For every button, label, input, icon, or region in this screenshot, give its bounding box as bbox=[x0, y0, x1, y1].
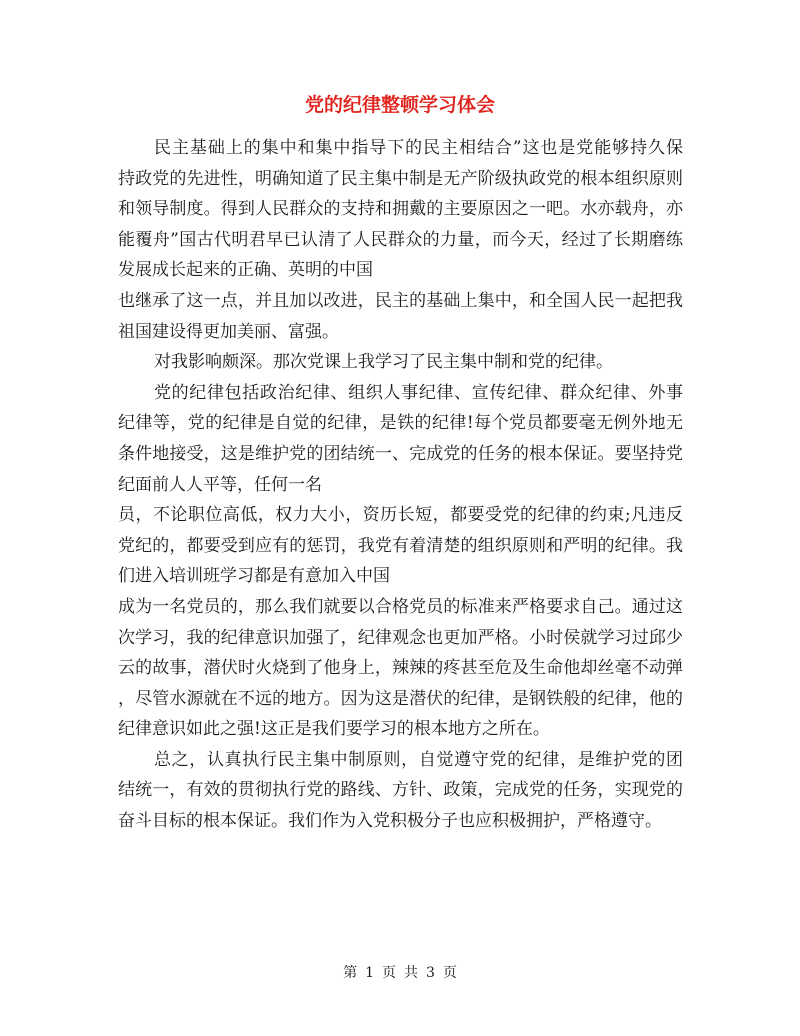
text-line: 们进入培训班学习都是有意加入中国 bbox=[118, 566, 390, 587]
total-pages-number: 3 bbox=[426, 965, 435, 981]
text-line: 纪面前人人平等，任何一名 bbox=[118, 474, 322, 495]
text-line: 党的纪律包括政治纪律、组织人事纪律、宣传纪律、群众纪律、外事 bbox=[154, 382, 683, 403]
text-line: 党纪的，都要受到应有的惩罚，我党有着清楚的组织原则和严明的纪律。我 bbox=[118, 535, 683, 556]
text-line: 云的故事，潜伏时火烧到了他身上，辣辣的疼甚至危及生命他却丝毫不动弹 bbox=[118, 658, 683, 679]
page-prefix: 第 bbox=[343, 965, 358, 981]
text-line: 发展成长起来的正确、英明的中国 bbox=[118, 260, 373, 281]
text-line: 成为一名党员的，那么我们就要以合格党员的标准来严格要求自己。通过这 bbox=[118, 596, 683, 617]
page-title: 党的纪律整顿学习体会 bbox=[304, 94, 495, 116]
text-line: 民主基础上的集中和集中指导下的民主相结合”这也是党能够持久保 bbox=[154, 138, 683, 158]
text-line: 条件地接受，这是维护党的团结统一、完成党的任务的根本保证。要坚持党 bbox=[118, 443, 683, 464]
text-line: 祖国建设得更加美丽、富强。 bbox=[118, 321, 339, 342]
text-line: 员，不论职位高低，权力大小，资历长短，都要受党的纪律的约束;凡违反 bbox=[118, 505, 683, 526]
text-line: 能覆舟”国古代明君早已认清了人民群众的力量，而今天，经过了长期磨练 bbox=[118, 229, 683, 250]
text-line: 对我影响颇深。那次党课上我学习了民主集中制和党的纪律。 bbox=[154, 352, 613, 373]
text-line: 纪律意识如此之强!这正是我们要学习的根本地方之所在。 bbox=[118, 719, 550, 740]
text-line: 持政党的先进性，明确知道了民主集中制是无产阶级执政党的根本组织原则 bbox=[118, 168, 683, 189]
page-footer bbox=[0, 963, 800, 983]
total-prefix: 共 bbox=[404, 965, 418, 981]
text-line: 纪律等，党的纪律是自觉的纪律，是铁的纪律!每个党员都要毫无例外地无 bbox=[118, 413, 683, 434]
page-suffix: 页 bbox=[442, 965, 457, 981]
text-line: 次学习，我的纪律意识加强了，纪律观念也更加严格。小时侯就学习过邱少 bbox=[118, 627, 683, 648]
document-body bbox=[118, 133, 683, 837]
current-page-number: 1 bbox=[365, 965, 374, 981]
text-line: 总之，认真执行民主集中制原则，自觉遵守党的纪律，是维护党的团 bbox=[154, 749, 683, 770]
text-line: 和领导制度。得到人民群众的支持和拥戴的主要原因之一吧。水亦载舟，亦 bbox=[118, 199, 683, 220]
text-line: 奋斗目标的根本保证。我们作为入党积极分子也应积极拥护，严格遵守。 bbox=[118, 811, 662, 832]
page-word: 页 bbox=[382, 965, 396, 981]
text-line: ，尽管水源就在不远的地方。因为这是潜伏的纪律，是钢铁般的纪律，他的 bbox=[118, 688, 683, 709]
text-line: 也继承了这一点，并且加以改进，民主的基础上集中，和全国人民一起把我 bbox=[118, 290, 683, 311]
text-line: 结统一，有效的贯彻执行党的路线、方针、政策，完成党的任务，实现党的 bbox=[118, 780, 683, 801]
